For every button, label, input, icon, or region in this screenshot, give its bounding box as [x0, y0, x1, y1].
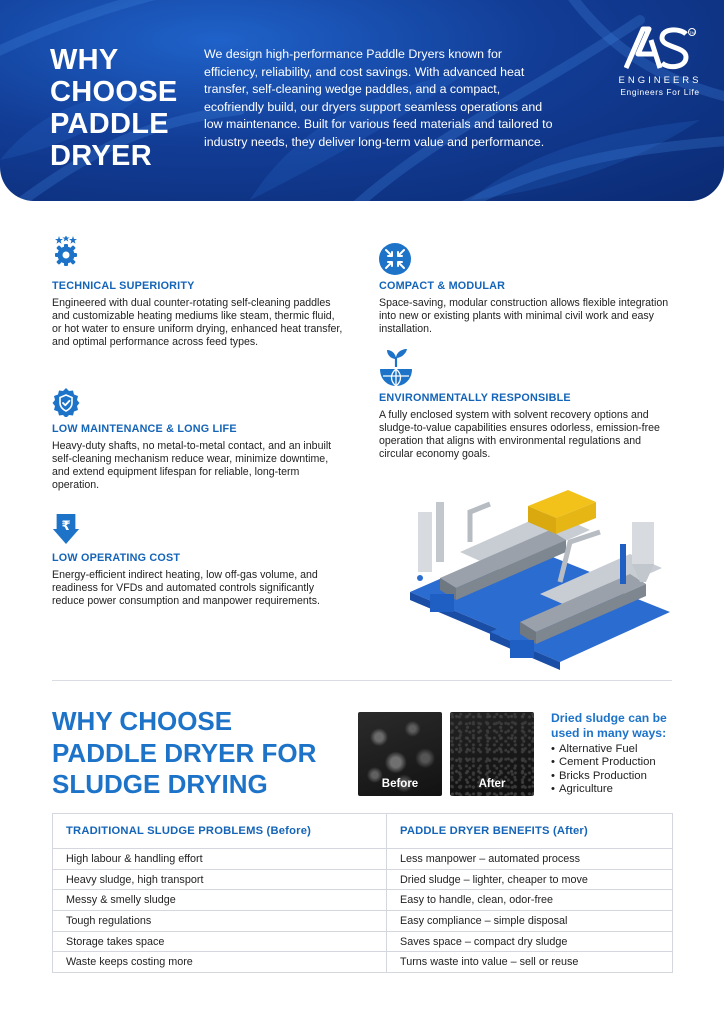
table-cell: Easy to handle, clean, odor-free [387, 890, 673, 911]
uses-list-item: • Cement Production [551, 756, 691, 769]
table-row [53, 869, 673, 890]
column-header: PADDLE DRYER BENEFITS (After) [387, 814, 673, 849]
header-title-line: DRYER [50, 140, 152, 172]
before-sludge-photo [358, 712, 442, 796]
table-row [53, 911, 673, 932]
table-row [53, 890, 673, 911]
feature-text: Engineered with dual counter-rotating self-cleaning paddles and customizable heating mediums like steam, thermic fluid, or hot water to ensure uniform drying, enhanced heat transfer, and optimal performance across feed types. [52, 297, 343, 349]
table-row [53, 931, 673, 952]
feature-title: COMPACT & MODULAR [379, 280, 506, 292]
table-header-row [53, 814, 673, 849]
after-label: After [478, 778, 506, 790]
feature-title: TECHNICAL SUPERIORITY [52, 280, 195, 292]
comparison-table [52, 813, 673, 973]
header-title [50, 44, 200, 172]
feature-title: LOW OPERATING COST [52, 552, 181, 564]
rupee-down-arrow-icon [52, 514, 80, 544]
gear-stars-icon [52, 236, 80, 266]
trademark-symbol: TM [689, 30, 695, 35]
compress-arrows-icon [379, 243, 411, 275]
section-divider [52, 680, 672, 681]
table-cell: Easy compliance – simple disposal [387, 911, 673, 932]
feature-low-operating-cost [52, 514, 352, 624]
sludge-title-line: SLUDGE DRYING [52, 769, 268, 799]
feature-title: ENVIRONMENTALLY RESPONSIBLE [379, 392, 571, 404]
table-cell: Waste keeps costing more [53, 952, 387, 973]
header-title-line: WHY [50, 44, 119, 76]
table-cell: Dried sludge – lighter, cheaper to move [387, 869, 673, 890]
table-cell: Heavy sludge, high transport [53, 869, 387, 890]
paddle-dryer-plant-illustration [400, 482, 676, 674]
feature-text: Heavy-duty shafts, no metal-to-metal contact, and an inbuilt self-cleaning mechanism reduce wear, minimize downtime, and extend equipment lifespan for reliable, long-term operation. [52, 440, 332, 492]
logo-tagline: Engineers For Life [620, 87, 700, 97]
uses-heading: Dried sludge can be used in many ways: [551, 711, 667, 740]
uses-list [551, 743, 691, 797]
feature-technical-superiority [52, 236, 352, 366]
plant-globe-icon [379, 349, 413, 387]
sludge-title-line: WHY CHOOSE [52, 706, 233, 736]
column-header: TRADITIONAL SLUDGE PROBLEMS (Before) [53, 814, 387, 849]
table-cell: Tough regulations [53, 911, 387, 932]
header-banner [0, 0, 724, 201]
header-title-line: CHOOSE [50, 76, 178, 108]
feature-title: LOW MAINTENANCE & LONG LIFE [52, 423, 237, 435]
feature-compact-modular [379, 243, 679, 343]
table-cell: Storage takes space [53, 931, 387, 952]
table-row [53, 952, 673, 973]
uses-list-item: • Agriculture [551, 783, 691, 796]
company-logo [610, 26, 710, 106]
header-title-line: PADDLE [50, 108, 169, 140]
table-cell: Less manpower – automated process [387, 849, 673, 870]
feature-text: A fully enclosed system with solvent recovery options and sludge-to-value capabilities ensures odorless, emission-free operation that aligns with environmental regulations and circular economy goals. [379, 409, 660, 461]
feature-text: Space-saving, modular construction allows flexible integration into new or existing plants with minimal civil work and easy installation. [379, 297, 669, 336]
shield-check-icon [52, 387, 80, 417]
uses-list-item: • Bricks Production [551, 770, 691, 783]
uses-list-item: • Alternative Fuel [551, 743, 691, 756]
header-description: We design high-performance Paddle Dryers known for efficiency, reliability, and cost savings. With advanced heat transfer, self-cleaning wedge paddles, and a compact, ecofriendly build, our dryers support seamless operations and low maintenance. Built for various feed materials and tailored to industry needs, they deliver long-term value and performance. [204, 47, 553, 149]
feature-low-maintenance [52, 387, 352, 497]
table-row [53, 849, 673, 870]
table-cell: Turns waste into value – sell or reuse [387, 952, 673, 973]
sludge-section-title [52, 706, 352, 801]
sludge-title-line: PADDLE DRYER FOR [52, 737, 317, 768]
logo-name: ENGINEERS [618, 75, 702, 86]
table-cell: Saves space – compact dry sludge [387, 931, 673, 952]
table-cell: High labour & handling effort [53, 849, 387, 870]
feature-text: Energy-efficient indirect heating, low off-gas volume, and readiness for VFDs and automated controls significantly reduce power consumption and manpower requirements. [52, 569, 320, 608]
as-logo-mark-icon [624, 26, 690, 70]
sludge-uses [551, 711, 691, 797]
table-cell: Messy & smelly sludge [53, 890, 387, 911]
svg-text:₹: ₹ [61, 518, 71, 534]
feature-environmentally-responsible [379, 349, 679, 479]
after-sludge-photo [450, 712, 534, 796]
before-label: Before [381, 778, 419, 790]
